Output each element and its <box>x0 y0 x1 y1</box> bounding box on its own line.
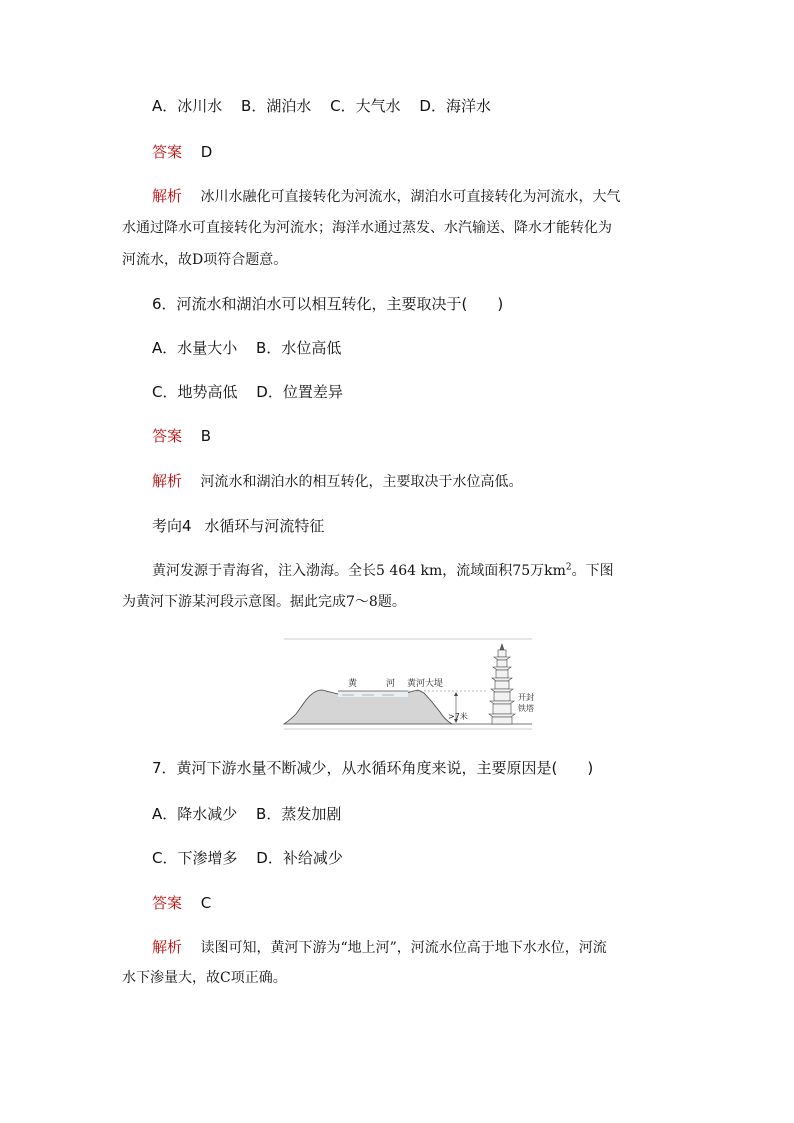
q5-answer <box>152 142 212 162</box>
section-label: 考向4 <box>152 517 192 535</box>
analysis-text: 冰川水融化可直接转化为河流水，湖泊水可直接转化为河流水，大气 <box>200 189 621 205</box>
q6-analysis <box>152 471 522 492</box>
q5-option-a: A．冰川水 <box>152 97 223 115</box>
label-he: 河 <box>386 679 396 689</box>
iron-tower-pagoda <box>489 644 515 724</box>
label-tower: 铁塔 <box>518 704 534 713</box>
label-dike: 黄河大堤 <box>407 679 444 689</box>
analysis-label: 解析 <box>152 472 183 490</box>
arrow-head-up <box>454 692 458 696</box>
answer-value: B <box>200 427 212 445</box>
intro-line-1 <box>152 561 614 581</box>
answer-label: 答案 <box>152 894 183 912</box>
analysis-label: 解析 <box>152 187 183 205</box>
q6-options-row-1 <box>152 338 341 358</box>
q6-answer <box>152 426 211 446</box>
q7-option-d: D．补给减少 <box>256 849 343 867</box>
q5-analysis-line-2: 水通过降水可直接转化为河流水；海洋水通过蒸发、水汽输送、降水才能转化为 <box>122 220 612 236</box>
q5-analysis-line-3: 河流水，故D项符合题意。 <box>122 252 288 268</box>
q7-option-b: B．蒸发加剧 <box>256 805 342 823</box>
q7-options-row-2 <box>152 848 343 868</box>
q5-option-d: D．海洋水 <box>419 97 491 115</box>
label-kaifeng: 开封 <box>518 693 534 702</box>
section-title: 水循环与河流特征 <box>204 517 325 535</box>
q7-stem: 7．黄河下游水量不断减少，从水循环角度来说，主要原因是( ) <box>152 759 594 777</box>
analysis-label: 解析 <box>152 938 183 956</box>
label-height: >7米 <box>448 712 468 721</box>
q7-options-row-1 <box>152 804 341 824</box>
section-heading <box>152 516 324 536</box>
intro-line-2: 为黄河下游某河段示意图。据此完成7～8题。 <box>122 594 406 610</box>
q6-option-c: C．地势高低 <box>152 383 238 401</box>
analysis-text: 河流水和湖泊水的相互转化，主要取决于水位高低。 <box>200 474 523 490</box>
q6-option-b: B．水位高低 <box>256 339 342 357</box>
q6-option-d: D．位置差异 <box>256 383 343 401</box>
yellow-river-diagram <box>282 636 534 732</box>
q7-option-c: C．下渗增多 <box>152 849 238 867</box>
answer-value: C <box>200 894 212 912</box>
label-huang: 黄 <box>348 679 358 689</box>
answer-value: D <box>200 143 213 161</box>
q7-analysis-line-1 <box>152 937 607 958</box>
intro-superscript: 2 <box>565 562 572 573</box>
intro-text-tail: 。下图 <box>571 563 614 579</box>
q5-analysis-line-1 <box>152 186 620 207</box>
q7-option-a: A．降水减少 <box>152 805 238 823</box>
q6-options-row-2 <box>152 382 343 402</box>
q7-answer <box>152 893 211 913</box>
intro-text: 黄河发源于青海省，注入渤海。全长5 464 km，流域面积75万km <box>152 563 566 579</box>
q7-analysis-line-2: 水下渗量大，故C项正确。 <box>122 970 287 986</box>
river-water <box>338 691 408 697</box>
q6-stem: 6．河流水和湖泊水可以相互转化，主要取决于( ) <box>152 295 504 313</box>
answer-label: 答案 <box>152 143 183 161</box>
q5-option-c: C．大气水 <box>330 97 401 115</box>
q5-option-b: B．湖泊水 <box>241 97 312 115</box>
q5-options <box>152 96 491 116</box>
analysis-text: 读图可知，黄河下游为“地上河”，河流水位高于地下水水位，河流 <box>200 940 607 956</box>
q6-option-a: A．水量大小 <box>152 339 238 357</box>
answer-label: 答案 <box>152 427 183 445</box>
